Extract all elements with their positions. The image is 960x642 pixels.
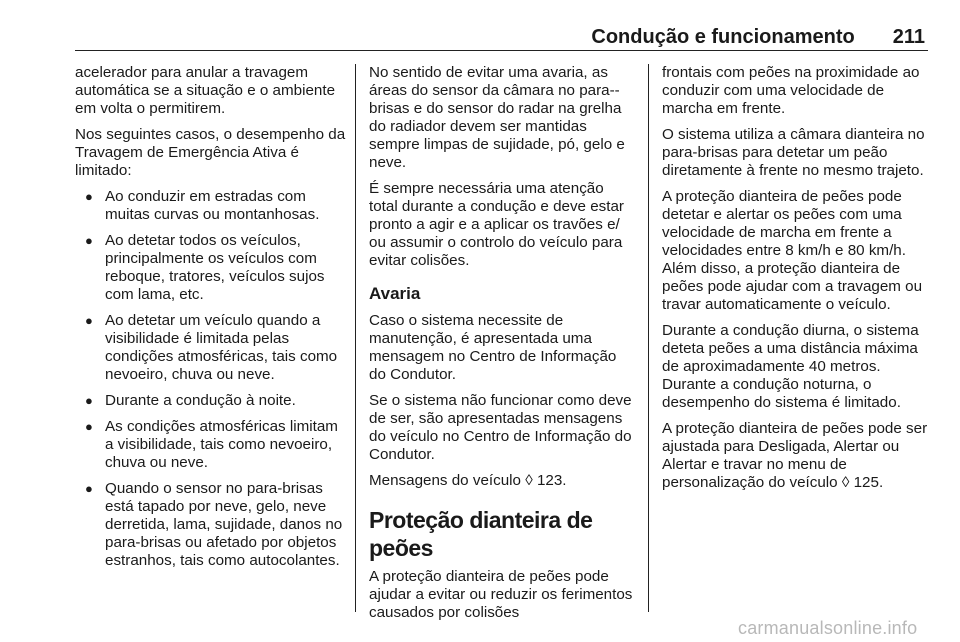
bullet-icon: ● [85,419,93,434]
paragraph-reference [369,472,635,490]
watermark: carmanualsonline.info [738,618,918,638]
paragraph: A proteção dianteira de peões pode ajudar a evitar ou reduzir os ferimentos causados por colisões [369,568,633,621]
list-item-text: Quando o sensor no para-brisas está tapado por neve, gelo, neve derretida, lama, sujidade, danos no para-brisas ou afetado por objetos estranhos, tais como autocolantes. [105,480,343,569]
paragraph: Se o sistema não funcionar como deve de ser, são apresentadas mensagens do veículo no Centro de Informação do Condutor. [369,392,632,463]
subheading-avaria: Avaria [369,284,421,303]
bullet-icon: ● [85,189,93,204]
bullet-icon: ● [85,313,93,328]
page-number: 211 [892,26,925,48]
page-header [75,26,925,50]
column-2 [369,64,635,630]
paragraph: Caso o sistema necessite de manutenção, é apresentada uma mensagem no Centro de Informação do Condutor. [369,312,617,383]
bullet-icon: ● [85,393,93,408]
section-heading: Proteção dianteira de peões [369,507,593,561]
bullet-icon: ● [85,233,93,248]
list-item [75,312,347,384]
paragraph: Nos seguintes casos, o desempenho da Travagem de Emergência Ativa é limitado: [75,126,346,179]
column-divider [648,64,649,612]
reference-text: A proteção dianteira de peões pode ser ajustada para Desligada, Alertar ou Alertar e travar no menu de personalização do veículo [662,420,928,491]
list-item-text: Durante a condução à noite. [105,392,296,409]
reference-text: Mensagens do veículo [369,472,521,489]
paragraph-reference [662,420,928,492]
page-ref-icon: ◊ [841,474,850,491]
page-ref-link[interactable]: 125. [853,474,884,491]
paragraph: frontais com peões na proximidade ao conduzir com uma velocidade de marcha em frente. [662,64,920,117]
list-item [75,418,347,472]
page-ref-link[interactable]: 123. [536,472,567,489]
column-divider [355,64,356,612]
list-item-text: Ao detetar um veículo quando a visibilidade é limitada pelas condições atmosféricas, tais como nevoeiro, chuva ou neve. [105,312,338,383]
paragraph: Durante a condução diurna, o sistema deteta peões a uma distância máxima de aproximadamente 40 metros. Durante a condução noturna, o desempenho do sistema é limitado. [662,322,919,411]
column-3 [662,64,928,500]
paragraph: No sentido de evitar uma avaria, as áreas do sensor da câmara no para--brisas e do sensor do radar na grelha do radiador devem ser mantidas sempre limpas de sujidade, pó, gelo e neve. [369,64,625,171]
bullet-list [75,188,347,570]
list-item [75,392,347,410]
header-rule [75,50,928,51]
section-title: Condução e funcionamento [591,26,855,48]
list-item [75,232,347,304]
list-item-text: Ao conduzir em estradas com muitas curvas ou montanhosas. [105,188,320,223]
paragraph: O sistema utiliza a câmara dianteira no para-brisas para detetar um peão diretamente à frente no mesmo trajeto. [662,126,925,179]
list-item [75,480,347,570]
paragraph: acelerador para anular a travagem automática se a situação e o ambiente em volta o permitirem. [75,64,336,117]
page-ref-icon: ◊ [525,472,533,489]
list-item [75,188,347,224]
list-item-text: Ao detetar todos os veículos, principalmente os veículos com reboque, tratores, veículos sujos com lama, etc. [105,232,325,303]
bullet-icon: ● [85,481,93,496]
column-1 [75,64,347,578]
list-item-text: As condições atmosféricas limitam a visibilidade, tais como nevoeiro, chuva ou neve. [105,418,338,471]
paragraph: É sempre necessária uma atenção total durante a condução e deve estar pronto a agir e a aplicar os travões e/ ou assumir o controlo do veículo para evitar colisões. [369,180,624,269]
paragraph: A proteção dianteira de peões pode detetar e alertar os peões com uma velocidade de marcha em frente a velocidades entre 8 km/h e 80 km/h. Além disso, a proteção dianteira de peões pode ajudar com a travagem ou travar automaticamente o veículo. [662,188,923,313]
